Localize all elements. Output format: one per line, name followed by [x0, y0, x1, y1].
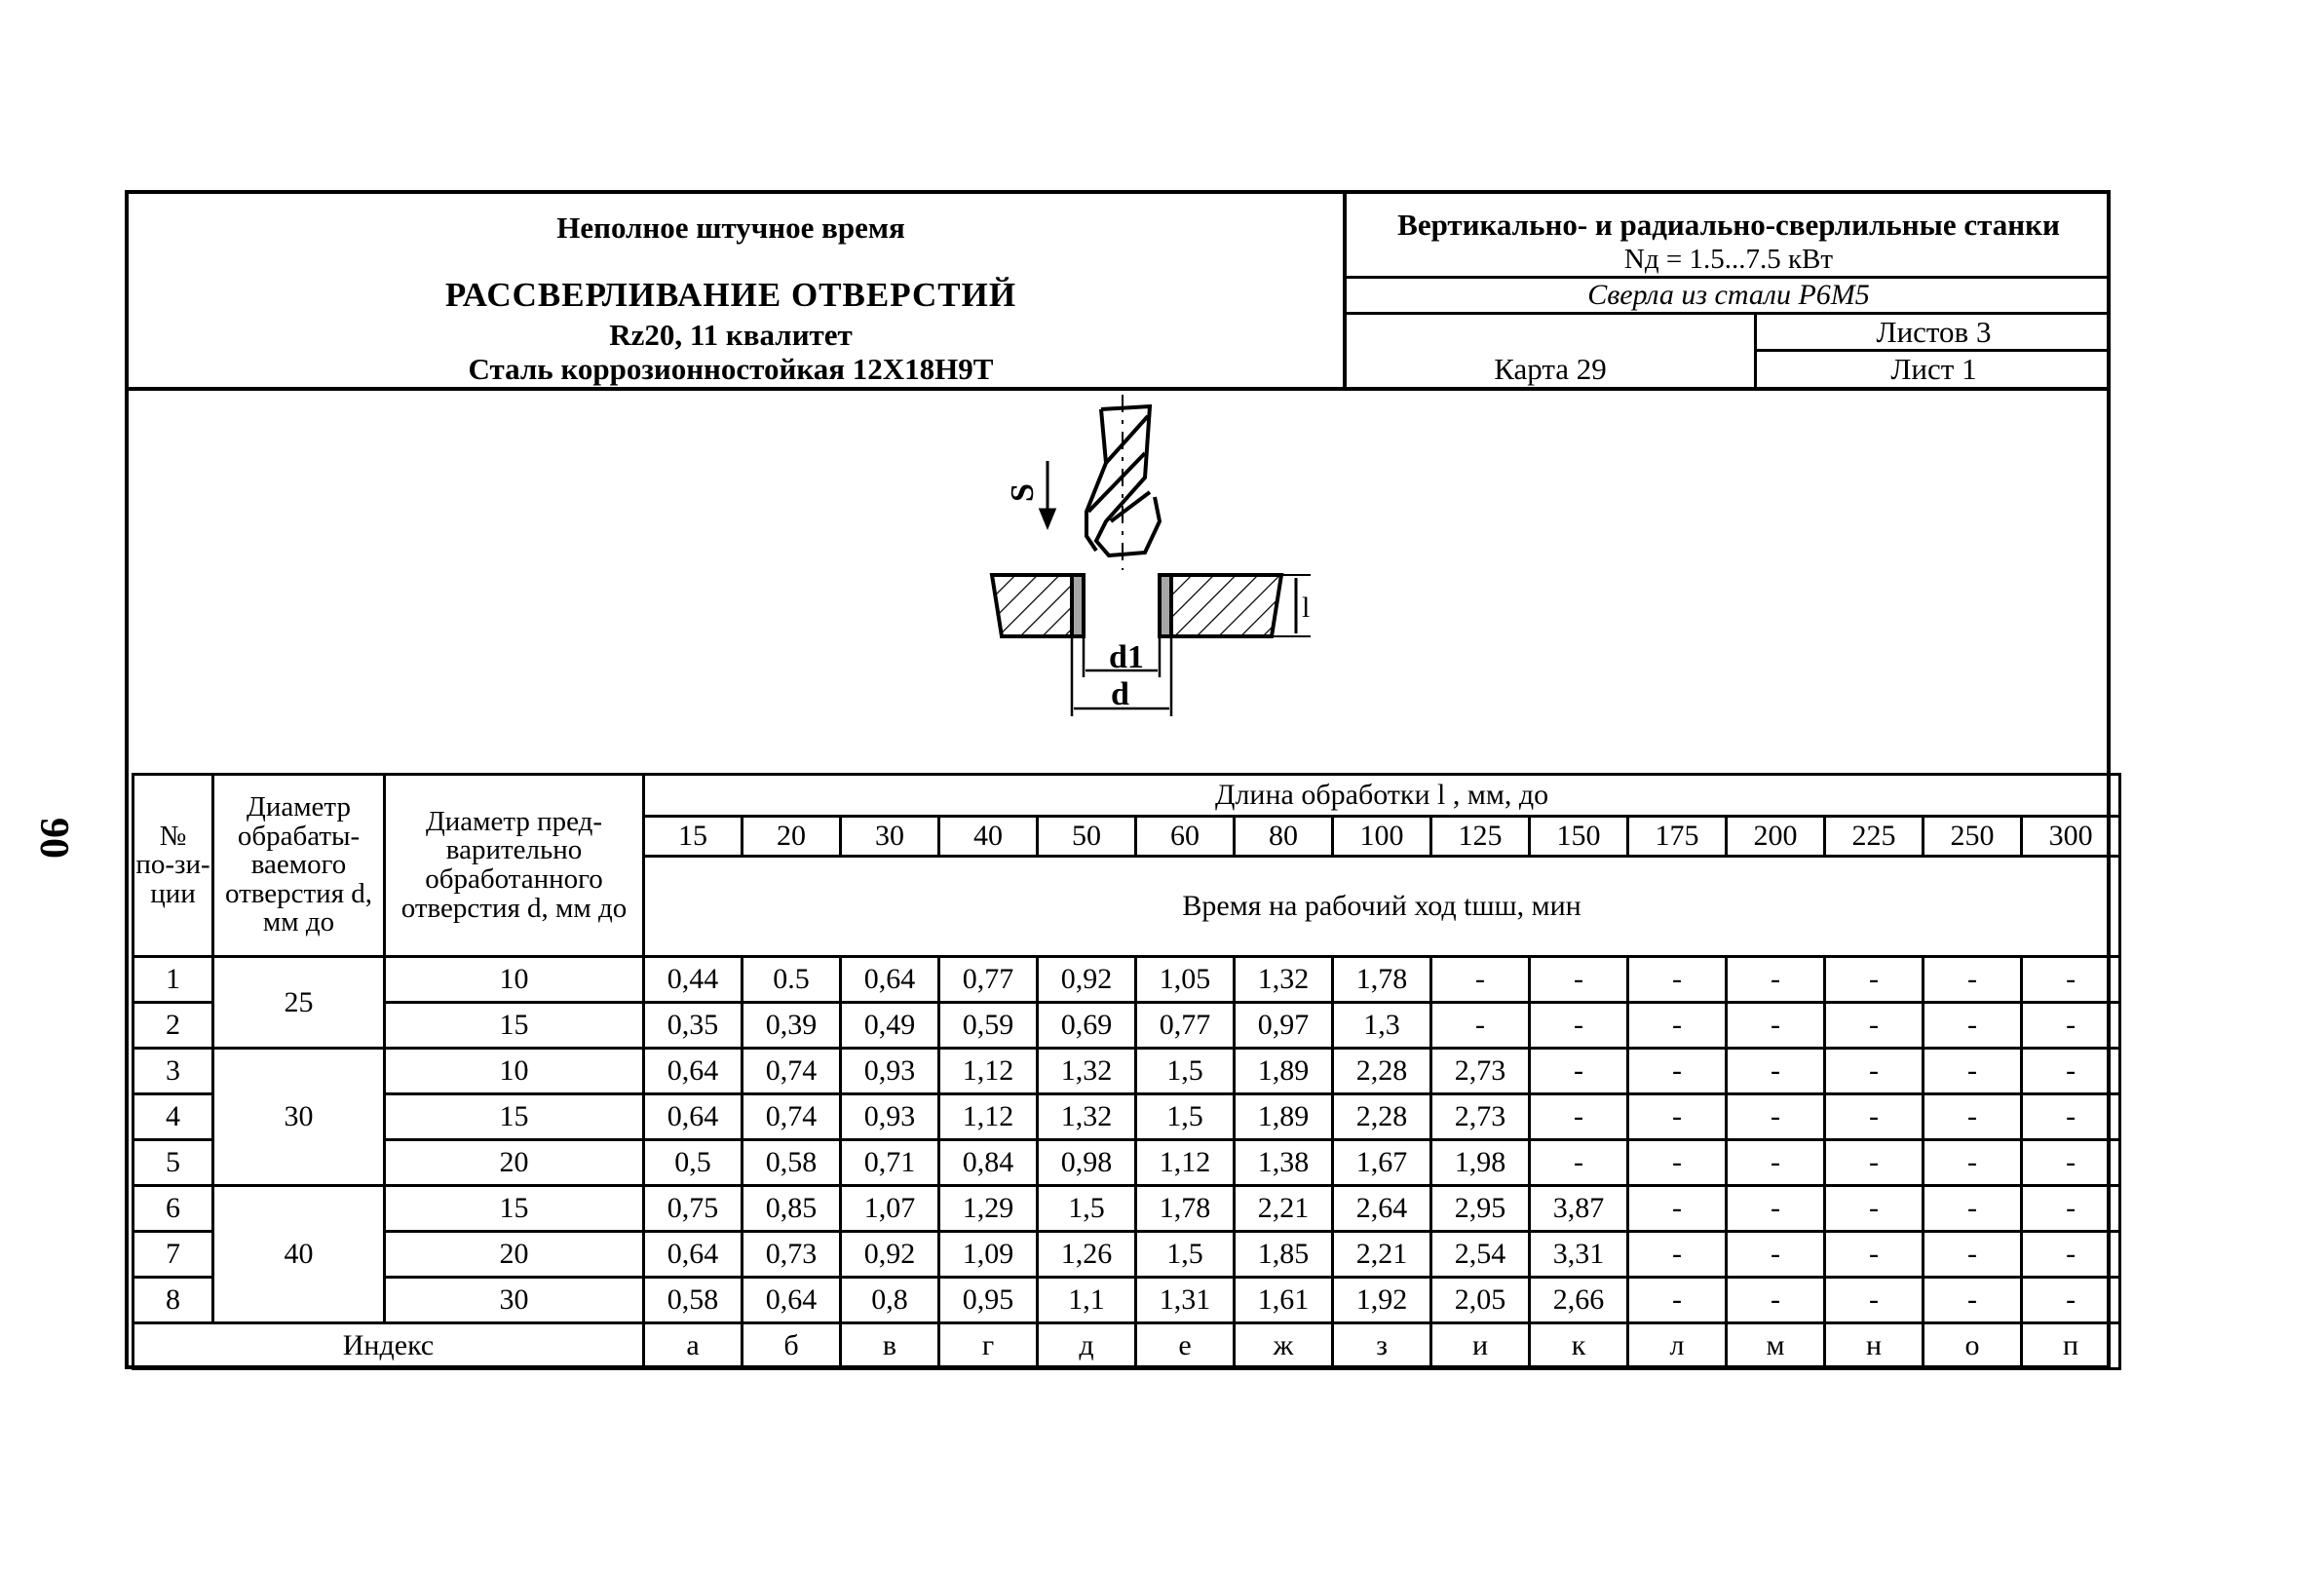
time-cell: 0,75: [644, 1186, 743, 1232]
time-cell: 0,64: [841, 957, 939, 1003]
prev-diameter-cell: 10: [385, 1049, 644, 1094]
time-cell: 2,28: [1333, 1049, 1431, 1094]
time-cell: 0,8: [841, 1278, 939, 1323]
time-cell: -: [1924, 957, 2022, 1003]
time-cell: 1,12: [1136, 1140, 1235, 1186]
time-cell: -: [1727, 1094, 1825, 1140]
time-cell: 0,58: [644, 1278, 743, 1323]
time-cell: -: [1924, 1186, 2022, 1232]
length-cell: 60: [1136, 817, 1235, 857]
power-label: Nд = 1.5...7.5 кВт: [1623, 244, 1834, 275]
time-cell: 1,78: [1136, 1186, 1235, 1232]
prev-diameter-cell: 10: [385, 957, 644, 1003]
index-cell: к: [1530, 1323, 1628, 1369]
time-cell: 1,07: [841, 1186, 939, 1232]
time-cell: -: [1628, 1232, 1727, 1278]
time-cell: 1,98: [1431, 1140, 1530, 1186]
time-cell: 1,5: [1136, 1049, 1235, 1094]
time-cell: 1,32: [1235, 957, 1333, 1003]
prev-diameter-cell: 15: [385, 1186, 644, 1232]
time-cell: 1,3: [1333, 1003, 1431, 1049]
time-cell: -: [2022, 1232, 2120, 1278]
card-number: Карта 29: [1494, 352, 1607, 386]
index-cell: а: [644, 1323, 743, 1369]
index-cell: б: [743, 1323, 841, 1369]
page-title: РАССВЕРЛИВАНИЕ ОТВЕРСТИЙ: [444, 276, 1017, 314]
time-cell: -: [2022, 1140, 2120, 1186]
table-row: [133, 1232, 2120, 1278]
length-cell: 200: [1727, 817, 1825, 857]
position-cell: 8: [133, 1278, 213, 1323]
table-row: [133, 1049, 2120, 1094]
time-cell: 1,12: [939, 1094, 1038, 1140]
prev-diameter-cell: 15: [385, 1003, 644, 1049]
prev-diameter-cell: 30: [385, 1278, 644, 1323]
time-cell: -: [1825, 1049, 1924, 1094]
time-cell: -: [1825, 1094, 1924, 1140]
time-cell: 0,98: [1038, 1140, 1136, 1186]
time-cell: 1,89: [1235, 1049, 1333, 1094]
time-cell: 1,5: [1136, 1232, 1235, 1278]
time-cell: -: [1924, 1140, 2022, 1186]
machines-label: Вертикально- и радиально-сверлильные станки: [1397, 208, 2060, 242]
length-header: Длина обработки l , мм, до: [644, 775, 2120, 817]
time-cell: 0,64: [743, 1278, 841, 1323]
time-cell: -: [2022, 1186, 2120, 1232]
prev-diameter-cell: 20: [385, 1232, 644, 1278]
time-cell: -: [1530, 1140, 1628, 1186]
time-cell: 0,71: [841, 1140, 939, 1186]
page-number: 90: [31, 818, 76, 859]
time-cell: 1,32: [1038, 1049, 1136, 1094]
length-cell: 125: [1431, 817, 1530, 857]
drill-diagram: [974, 395, 1325, 721]
time-cell: -: [1825, 1140, 1924, 1186]
index-cell: л: [1628, 1323, 1727, 1369]
time-cell: 0,58: [743, 1140, 841, 1186]
header-bottom-line: [125, 387, 2111, 391]
index-cell: о: [1924, 1323, 2022, 1369]
time-cell: 2,73: [1431, 1094, 1530, 1140]
time-cell: -: [1530, 1094, 1628, 1140]
length-cell: 300: [2022, 817, 2120, 857]
table-row: [133, 1186, 2120, 1232]
time-cell: -: [2022, 1094, 2120, 1140]
col-position-header: № по-зи-ции: [133, 775, 213, 957]
sheet-number: Лист 1: [1890, 352, 1977, 386]
time-cell: -: [1628, 1094, 1727, 1140]
length-cell: 225: [1825, 817, 1924, 857]
time-cell: 1,12: [939, 1049, 1038, 1094]
time-cell: -: [1825, 1232, 1924, 1278]
index-row: [133, 1323, 2120, 1369]
length-cell: 30: [841, 817, 939, 857]
time-cell: 0,39: [743, 1003, 841, 1049]
time-cell: -: [1628, 1140, 1727, 1186]
time-cell: 0,74: [743, 1049, 841, 1094]
time-cell: -: [1431, 957, 1530, 1003]
time-cell: -: [1825, 957, 1924, 1003]
time-header: Время на рабочий ход tшш, мин: [644, 857, 2120, 957]
table-row: [133, 1094, 2120, 1140]
index-cell: ж: [1235, 1323, 1333, 1369]
time-cell: -: [1727, 1140, 1825, 1186]
prev-diameter-cell: 20: [385, 1140, 644, 1186]
header-subtitle: Неполное штучное время: [556, 210, 905, 245]
length-cell: 15: [644, 817, 743, 857]
index-cell: м: [1727, 1323, 1825, 1369]
time-cell: 1,09: [939, 1232, 1038, 1278]
position-cell: 5: [133, 1140, 213, 1186]
time-cell: 0,74: [743, 1094, 841, 1140]
time-cell: 0,73: [743, 1232, 841, 1278]
time-cell: 0,44: [644, 957, 743, 1003]
time-cell: -: [1530, 957, 1628, 1003]
time-cell: 2,21: [1333, 1232, 1431, 1278]
time-cell: 1,89: [1235, 1094, 1333, 1140]
diameter-cell: 25: [213, 957, 385, 1049]
index-cell: н: [1825, 1323, 1924, 1369]
index-cell: д: [1038, 1323, 1136, 1369]
time-cell: -: [1628, 1278, 1727, 1323]
diameter-cell: 40: [213, 1186, 385, 1323]
time-table: [132, 773, 2121, 1370]
table-row: [133, 1140, 2120, 1186]
table-row: [133, 957, 2120, 1003]
time-cell: 1,85: [1235, 1232, 1333, 1278]
time-cell: 2,66: [1530, 1278, 1628, 1323]
time-cell: -: [1825, 1003, 1924, 1049]
time-cell: -: [1825, 1278, 1924, 1323]
d-label: d: [1111, 676, 1129, 712]
d1-label: d1: [1109, 639, 1144, 675]
index-cell: в: [841, 1323, 939, 1369]
time-cell: -: [1628, 1049, 1727, 1094]
time-cell: 1,26: [1038, 1232, 1136, 1278]
index-cell: е: [1136, 1323, 1235, 1369]
time-cell: -: [2022, 1049, 2120, 1094]
time-cell: 2,21: [1235, 1186, 1333, 1232]
time-cell: 0,64: [644, 1049, 743, 1094]
time-cell: 2,95: [1431, 1186, 1530, 1232]
length-cell: 20: [743, 817, 841, 857]
time-cell: 0,97: [1235, 1003, 1333, 1049]
roughness-label: Rz20, 11 квалитет: [609, 318, 853, 352]
time-cell: 1,92: [1333, 1278, 1431, 1323]
time-cell: 0,92: [1038, 957, 1136, 1003]
length-cell: 50: [1038, 817, 1136, 857]
prev-diameter-cell: 15: [385, 1094, 644, 1140]
index-cell: з: [1333, 1323, 1431, 1369]
position-cell: 1: [133, 957, 213, 1003]
workpiece: [992, 575, 1311, 636]
time-cell: 0,64: [644, 1094, 743, 1140]
time-cell: 1,78: [1333, 957, 1431, 1003]
time-cell: 0,95: [939, 1278, 1038, 1323]
time-cell: 2,05: [1431, 1278, 1530, 1323]
time-cell: 1,31: [1136, 1278, 1235, 1323]
time-cell: 0,93: [841, 1094, 939, 1140]
material-label: Сталь коррозионностойкая 12Х18Н9Т: [468, 352, 994, 386]
time-cell: 2,28: [1333, 1094, 1431, 1140]
time-cell: 0,49: [841, 1003, 939, 1049]
time-cell: -: [1628, 1003, 1727, 1049]
time-cell: 0,93: [841, 1049, 939, 1094]
table-row: [133, 1278, 2120, 1323]
time-cell: 1,5: [1038, 1186, 1136, 1232]
index-cell: и: [1431, 1323, 1530, 1369]
time-cell: -: [1924, 1094, 2022, 1140]
time-cell: -: [1727, 1003, 1825, 1049]
time-cell: -: [1431, 1003, 1530, 1049]
time-cell: 1,5: [1136, 1094, 1235, 1140]
position-cell: 2: [133, 1003, 213, 1049]
time-cell: -: [2022, 1278, 2120, 1323]
time-cell: 1,1: [1038, 1278, 1136, 1323]
time-cell: -: [1727, 1049, 1825, 1094]
time-cell: 1,05: [1136, 957, 1235, 1003]
feed-label: S: [1005, 483, 1041, 502]
index-cell: г: [939, 1323, 1038, 1369]
time-cell: 0,5: [644, 1140, 743, 1186]
time-cell: 0,77: [1136, 1003, 1235, 1049]
index-label: Индекс: [133, 1323, 644, 1369]
time-cell: 1,29: [939, 1186, 1038, 1232]
time-cell: -: [1727, 1186, 1825, 1232]
time-cell: 2,64: [1333, 1186, 1431, 1232]
time-cell: 2,73: [1431, 1049, 1530, 1094]
col-prev-diameter-header: Диаметр пред-варительно обработанного отверстия d, мм до: [385, 775, 644, 957]
sheets-total: Листов 3: [1876, 315, 1992, 349]
time-cell: -: [1530, 1003, 1628, 1049]
time-cell: 0,35: [644, 1003, 743, 1049]
time-cell: -: [1924, 1049, 2022, 1094]
position-cell: 3: [133, 1049, 213, 1094]
time-cell: 0.5: [743, 957, 841, 1003]
diameter-cell: 30: [213, 1049, 385, 1186]
time-cell: 1,61: [1235, 1278, 1333, 1323]
feed-arrow-icon: [1041, 461, 1054, 526]
time-cell: 1,32: [1038, 1094, 1136, 1140]
length-cell: 100: [1333, 817, 1431, 857]
time-cell: 0,85: [743, 1186, 841, 1232]
table-row: [133, 1003, 2120, 1049]
time-cell: -: [2022, 957, 2120, 1003]
time-cell: -: [1628, 957, 1727, 1003]
index-cell: п: [2022, 1323, 2120, 1369]
length-cell: 250: [1924, 817, 2022, 857]
time-cell: 0,69: [1038, 1003, 1136, 1049]
time-cell: 0,59: [939, 1003, 1038, 1049]
length-cell: 40: [939, 817, 1038, 857]
drills-label: Сверла из стали Р6М5: [1587, 279, 1870, 311]
time-cell: 2,54: [1431, 1232, 1530, 1278]
time-cell: -: [1628, 1186, 1727, 1232]
time-cell: -: [1924, 1278, 2022, 1323]
time-cell: 1,67: [1333, 1140, 1431, 1186]
position-cell: 4: [133, 1094, 213, 1140]
time-cell: 0,84: [939, 1140, 1038, 1186]
l-label: l: [1302, 592, 1311, 624]
time-cell: 0,92: [841, 1232, 939, 1278]
drill-icon: [1086, 395, 1160, 570]
length-cell: 150: [1530, 817, 1628, 857]
time-cell: -: [1530, 1049, 1628, 1094]
time-cell: -: [1924, 1232, 2022, 1278]
position-cell: 7: [133, 1232, 213, 1278]
time-cell: 3,31: [1530, 1232, 1628, 1278]
time-cell: 0,64: [644, 1232, 743, 1278]
time-cell: 1,38: [1235, 1140, 1333, 1186]
time-cell: -: [1727, 1278, 1825, 1323]
time-cell: -: [1727, 957, 1825, 1003]
time-cell: -: [1727, 1232, 1825, 1278]
time-cell: 3,87: [1530, 1186, 1628, 1232]
col-diameter-header: Диаметр обрабаты-ваемого отверстия d, мм до: [213, 775, 385, 957]
length-cell: 80: [1235, 817, 1333, 857]
position-cell: 6: [133, 1186, 213, 1232]
time-cell: -: [2022, 1003, 2120, 1049]
time-cell: 0,77: [939, 957, 1038, 1003]
length-cell: 175: [1628, 817, 1727, 857]
time-cell: -: [1924, 1003, 2022, 1049]
time-cell: -: [1825, 1186, 1924, 1232]
